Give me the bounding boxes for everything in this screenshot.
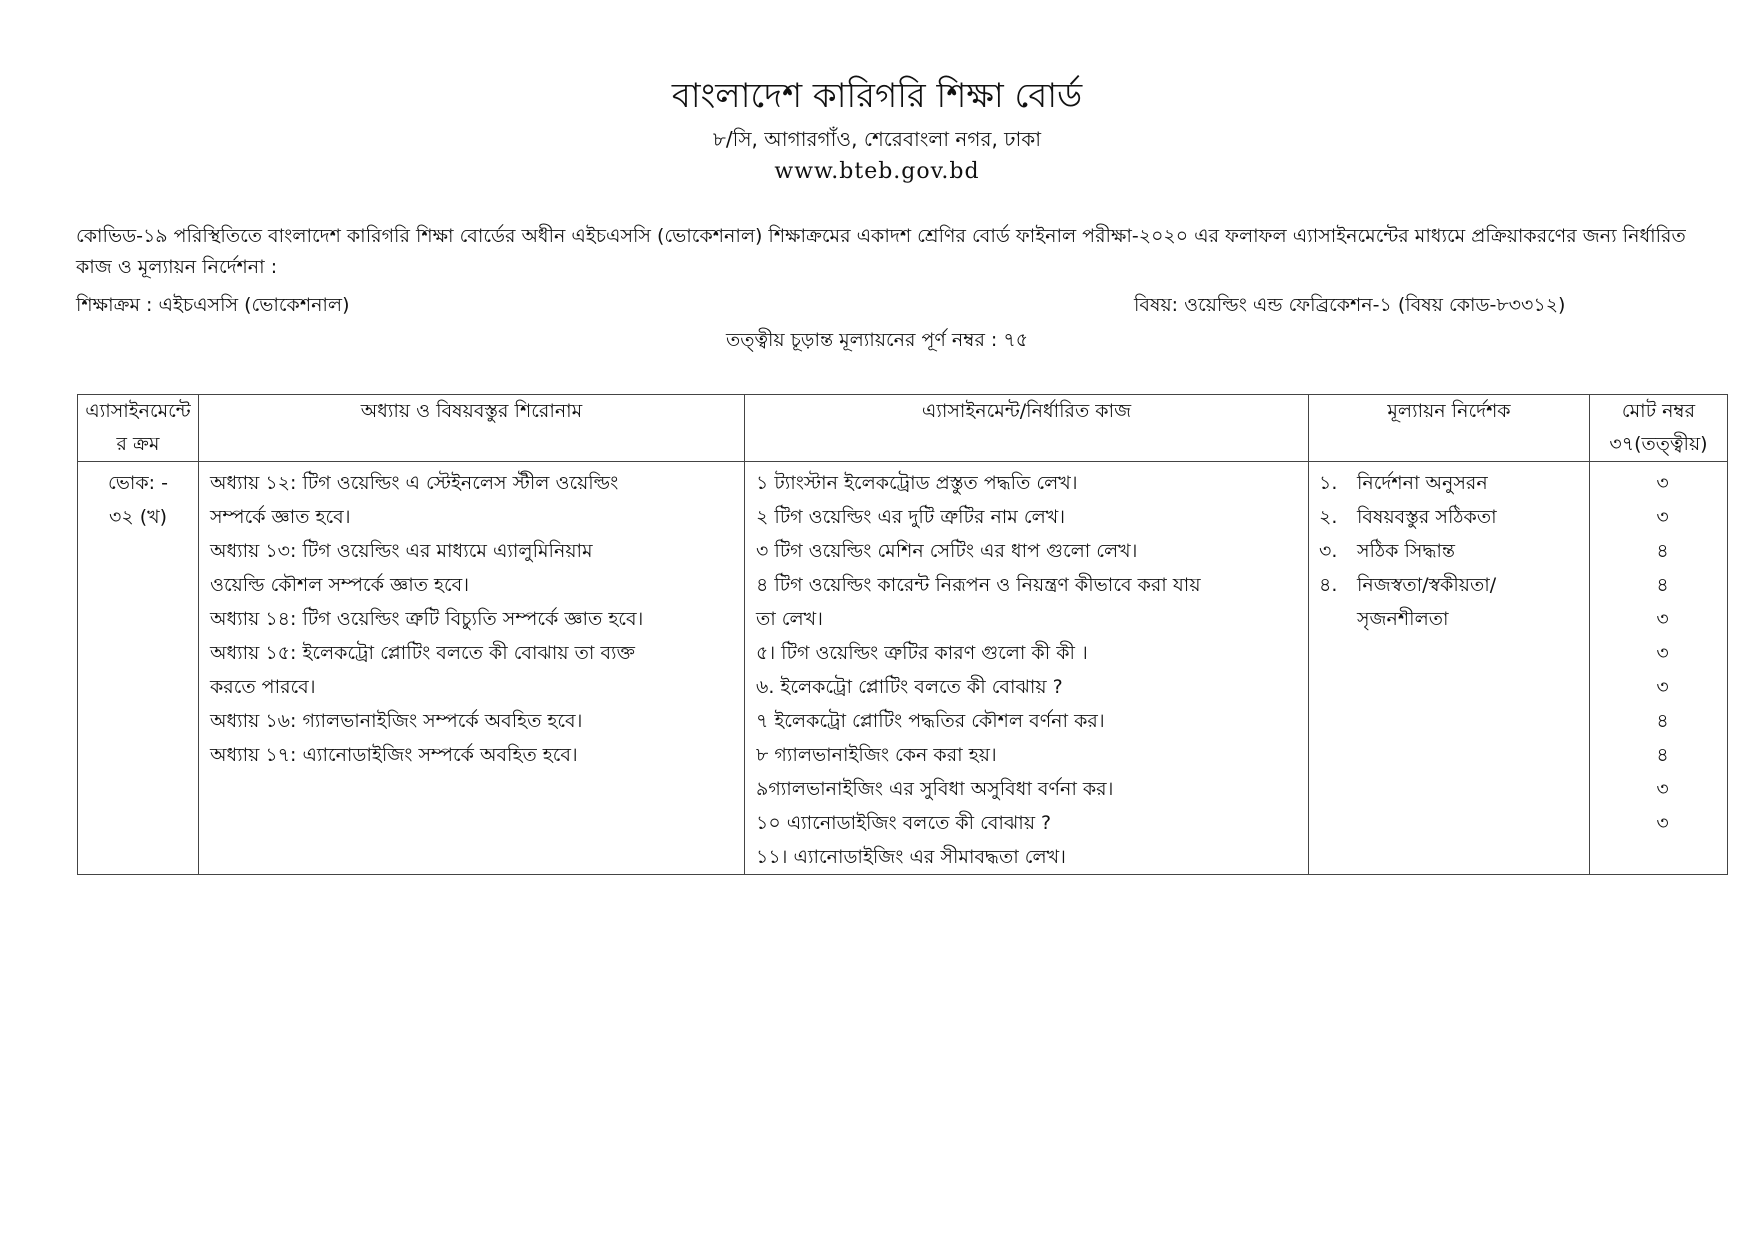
header-marks-line: ৩৭(তত্ত্বীয়): [1609, 433, 1708, 455]
mark-value: ৩: [1656, 506, 1669, 528]
header-criteria: মূল্যায়ন নির্দেশক: [1309, 395, 1590, 462]
board-address: ৮/সি, আগারগাঁও, শেরেবাংলা নগর, ঢাকা: [712, 127, 1042, 151]
serial-line: ৩২ (খ): [108, 506, 168, 528]
mark-value: ৩: [1656, 472, 1669, 494]
chapter-line: অধ্যায় ১৫: ইলেকট্রো প্লোটিং বলতে কী বোঝায় তা ব্যক্ত: [210, 642, 635, 664]
criteria-number: ১.: [1319, 472, 1338, 494]
mark-value: ৪: [1656, 540, 1669, 562]
chapter-line: অধ্যায় ১৬: গ্যালভানাইজিং সম্পর্কে অবহিত হবে।: [210, 710, 583, 732]
chapter-line: অধ্যায় ১৩: টিগ ওয়েল্ডিং এর মাধ্যমে এ্যালুমিনিয়াম: [210, 540, 593, 562]
mark-value: ৩: [1656, 676, 1669, 698]
task-line: ১ ট্যাংস্টান ইলেকট্রোড প্রস্তুত পদ্ধতি লেখ।: [756, 472, 1078, 494]
chapter-line: সম্পর্কে জ্ঞাত হবে।: [210, 506, 351, 528]
mark-value: ৪: [1656, 744, 1669, 766]
criteria-item: [1319, 500, 1581, 534]
tasks-cell: [745, 462, 1309, 875]
subject-label: বিষয়: ওয়েল্ডিং এন্ড ফেব্রিকেশন-১ (বিষয় কোড-৮৩৩১২): [1134, 294, 1566, 316]
assignment-table: [77, 394, 1728, 875]
header-serial-line: এ্যাসাইনমেন্টে: [85, 400, 191, 422]
criteria-item: [1319, 568, 1581, 636]
task-line: তা লেখ।: [756, 608, 823, 630]
chapters-cell: [199, 462, 745, 875]
serial-line: ভোক: -: [108, 472, 168, 494]
task-line: ৩ টিগ ওয়েল্ডিং মেশিন সেটিং এর ধাপ গুলো লেখ।: [756, 540, 1138, 562]
task-line: ১০ এ্যানোডাইজিং বলতে কী বোঝায় ?: [756, 812, 1052, 834]
task-line: ৭ ইলেকট্রো প্লোটিং পদ্ধতির কৌশল বর্ণনা কর।: [756, 710, 1105, 732]
criteria-item: [1319, 466, 1581, 500]
criteria-number: ২.: [1319, 506, 1338, 528]
criteria-number: ৩.: [1319, 540, 1338, 562]
mark-value: ৩: [1656, 778, 1669, 800]
task-line: ৫। টিগ ওয়েল্ডিং ত্রুটির কারণ গুলো কী কী ।: [756, 642, 1088, 664]
board-website: www.bteb.gov.bd: [774, 159, 980, 184]
marks-cell: [1590, 462, 1728, 875]
task-line: ৮ গ্যালভানাইজিং কেন করা হয়।: [756, 744, 997, 766]
task-line: ৯গ্যালভানাইজিং এর সুবিধা অসুবিধা বর্ণনা কর।: [756, 778, 1114, 800]
chapter-line: অধ্যায় ১৪: টিগ ওয়েল্ডিং ত্রুটি বিচ্যুতি সম্পর্কে জ্ঞাত হবে।: [210, 608, 644, 630]
chapter-line: করতে পারবে।: [210, 676, 316, 698]
marks-list: [1590, 462, 1727, 840]
criteria-text: নির্দেশনা অনুসরন: [1357, 472, 1488, 494]
chapters-list: [199, 462, 744, 772]
mark-value: ৪: [1656, 574, 1669, 596]
mark-value: ৩: [1656, 642, 1669, 664]
chapter-line: অধ্যায় ১৭: এ্যানোডাইজিং সম্পর্কে অবহিত হবে।: [210, 744, 578, 766]
task-line: ৬. ইলেকট্রো প্লোটিং বলতে কী বোঝায় ?: [756, 676, 1063, 698]
header-tasks: এ্যাসাইনমেন্ট/নির্ধারিত কাজ: [745, 395, 1309, 462]
tasks-list: [745, 462, 1308, 874]
chapter-line: অধ্যায় ১২: টিগ ওয়েল্ডিং এ স্টেইনলেস স্টীল ওয়েল্ডিং: [210, 472, 619, 494]
criteria-item: [1319, 534, 1581, 568]
mark-value: ৩: [1656, 608, 1669, 630]
header-serial: [78, 395, 199, 462]
task-line: ১১। এ্যানোডাইজিং এর সীমাবদ্ধতা লেখ।: [756, 846, 1066, 868]
header-marks: [1590, 395, 1728, 462]
criteria-text: নিজস্বতা/স্বকীয়তা/ সৃজনশীলতা: [1357, 574, 1497, 630]
curriculum-label: শিক্ষাক্রম : এইচএসসি (ভোকেশনাল): [76, 294, 350, 316]
table-row: [78, 462, 1728, 875]
header-marks-line: মোট নম্বর: [1621, 400, 1696, 422]
header-chapters: অধ্যায় ও বিষয়বস্তুর শিরোনাম: [199, 395, 745, 462]
criteria-number: ৪.: [1319, 574, 1338, 596]
board-title: বাংলাদেশ কারিগরি শিক্ষা বোর্ড: [671, 76, 1083, 116]
criteria-list: [1309, 462, 1589, 636]
table-header-row: [78, 395, 1728, 462]
criteria-cell: [1309, 462, 1590, 875]
mark-value: ৪: [1656, 710, 1669, 732]
serial-cell: [78, 462, 199, 875]
chapter-line: ওয়েল্ডি কৌশল সম্পর্কে জ্ঞাত হবে।: [210, 574, 470, 596]
criteria-text: বিষয়বস্তুর সঠিকতা: [1357, 506, 1497, 528]
mark-value: ৩: [1656, 812, 1669, 834]
task-line: ৪ টিগ ওয়েল্ডিং কারেন্ট নিরূপন ও নিয়ন্ত্রণ কীভাবে করা যায়: [756, 574, 1201, 596]
total-marks-line: তত্ত্বীয় চূড়ান্ত মূল্যায়নের পূর্ণ নম্বর : ৭৫: [725, 329, 1029, 351]
criteria-text: সঠিক সিদ্ধান্ত: [1357, 540, 1456, 562]
header-serial-line: র ক্রম: [116, 433, 160, 455]
task-line: ২ টিগ ওয়েল্ডিং এর দুটি ত্রুটির নাম লেখ।: [756, 506, 1066, 528]
intro-paragraph: কোভিড-১৯ পরিস্থিতিতে বাংলাদেশ কারিগরি শিক্ষা বোর্ডের অধীন এইচএসসি (ভোকেশনাল) শিক্ষাক্রমের একাদশ শ্রেণির বোর্ড ফাইনাল পরীক্ষা-২০২০ এর ফলাফল এ্যাসাইনমেন্টের মাধ্যমে প্রক্রিয়াকরণের জন্য নির্ধারিত কাজ ও মূল্যায়ন নির্দেশনা :: [76, 225, 1686, 278]
